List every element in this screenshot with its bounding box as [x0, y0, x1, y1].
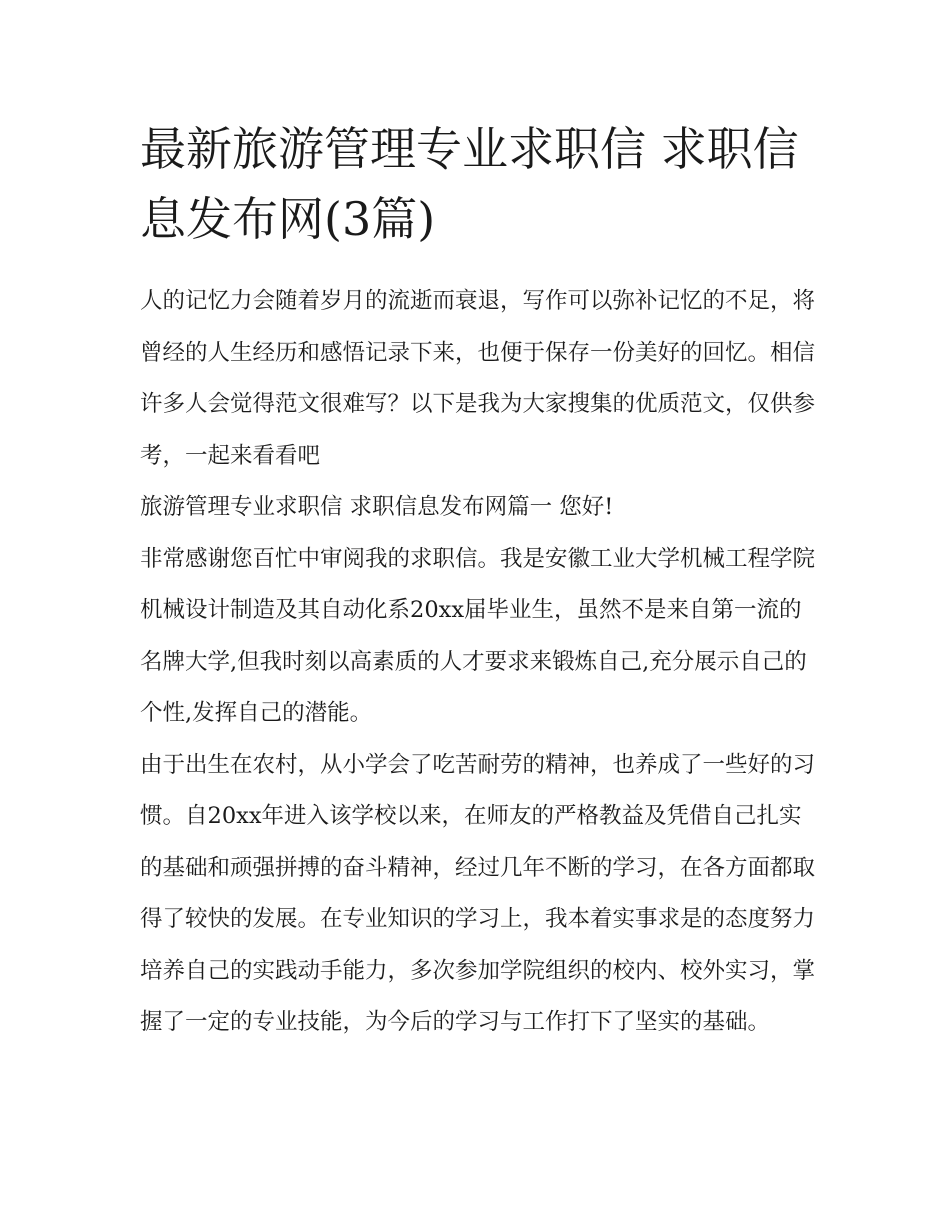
document-title: 最新旅游管理专业求职信 求职信息发布网(3篇)	[140, 122, 799, 246]
document-body	[140, 276, 820, 1049]
letter-paragraph-1: 非常感谢您百忙中审阅我的求职信。我是安徽工业大学机械工程学院机械设计制造及其自动化系20xx届毕业生，虽然不是来自第一流的名牌大学,但我时刻以高素质的人才要求来锻炼自己,充分展示自己的个性,发挥自己的潜能。	[140, 545, 816, 726]
letter-heading-paragraph: 旅游管理专业求职信 求职信息发布网篇一 您好!	[140, 494, 614, 520]
intro-paragraph: 人的记忆力会随着岁月的流逝而衰退，写作可以弥补记忆的不足，将曾经的人生经历和感悟记录下来，也便于保存一份美好的回忆。相信许多人会觉得范文很难写？以下是我为大家搜集的优质范文，仅供参考，一起来看看吧	[140, 288, 816, 469]
letter-paragraph-2: 由于出生在农村，从小学会了吃苦耐劳的精神，也养成了一些好的习惯。自20xx年进入该学校以来，在师友的严格教益及凭借自己扎实的基础和顽强拼搏的奋斗精神，经过几年不断的学习，在各方面都取得了较快的发展。在专业知识的学习上，我本着实事求是的态度努力培养自己的实践动手能力，多次参加学院组织的校内、校外实习，掌握了一定的专业技能，为今后的学习与工作打下了坚实的基础。	[140, 751, 816, 1035]
